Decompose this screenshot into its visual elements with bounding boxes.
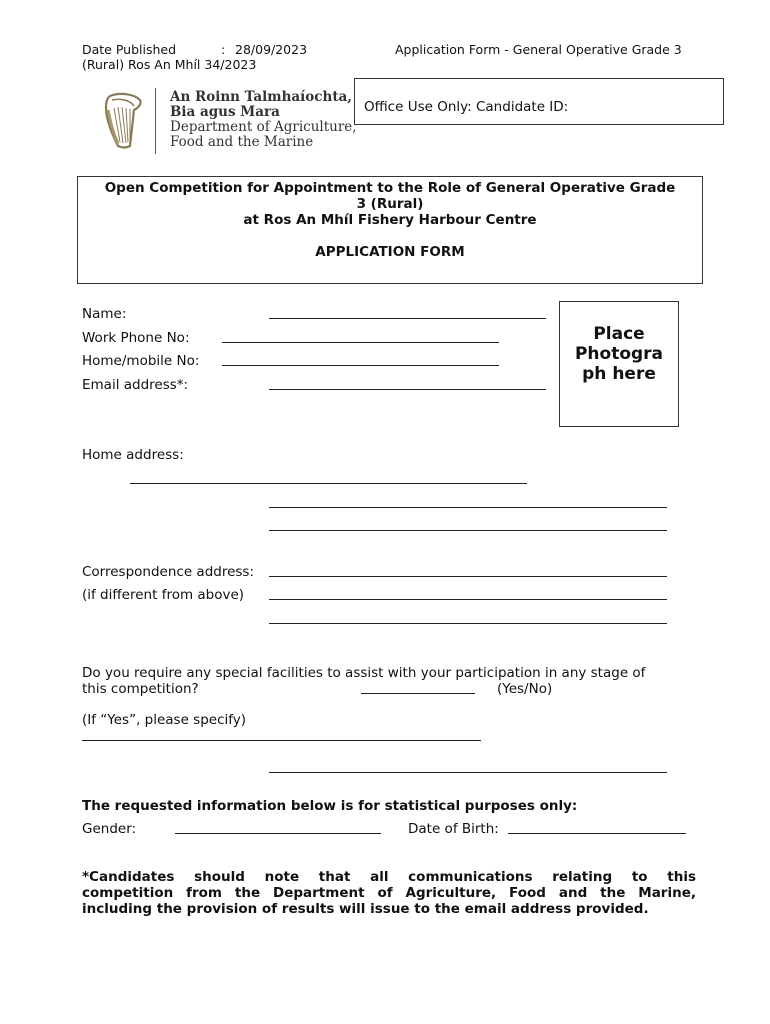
photo-placeholder-box (559, 301, 679, 427)
date-separator: : (221, 42, 226, 57)
correspondence-address-label: Correspondence address: (82, 564, 255, 580)
specify-line1[interactable] (82, 740, 481, 741)
correspondence-address-line1[interactable] (269, 576, 667, 577)
logo-english-line2: Food and the Marine (170, 134, 314, 150)
home-mobile-field-line[interactable] (222, 365, 499, 366)
logo-english-line1: Department of Agriculture, (170, 119, 357, 135)
facilities-answer-line[interactable] (361, 693, 475, 694)
specify-line2[interactable] (269, 772, 667, 773)
application-form-title: APPLICATION FORM (315, 244, 465, 260)
office-use-label: Office Use Only: Candidate ID: (364, 99, 569, 115)
email-label: Email address*: (82, 377, 189, 393)
name-field-line[interactable] (269, 318, 546, 319)
correspondence-address-line3[interactable] (269, 623, 667, 624)
home-address-line1[interactable] (130, 483, 527, 484)
gender-field-line[interactable] (175, 833, 381, 834)
title-line1: Open Competition for Appointment to the Role of General Operative Grade (104, 180, 676, 196)
date-published-label: Date Published (82, 42, 177, 57)
email-field-line[interactable] (269, 389, 546, 390)
statistics-heading: The requested information below is for statistical purposes only: (82, 798, 578, 814)
photo-line2: Photogra (574, 344, 664, 364)
competition-title-box (77, 176, 703, 284)
work-phone-label: Work Phone No: (82, 330, 190, 346)
correspondence-note: (if different from above) (82, 587, 245, 603)
photo-line1: Place (593, 324, 645, 344)
home-mobile-label: Home/mobile No: (82, 353, 200, 369)
work-phone-field-line[interactable] (222, 342, 499, 343)
name-label: Name: (82, 306, 127, 322)
dob-field-line[interactable] (508, 833, 686, 834)
home-address-line2[interactable] (269, 507, 667, 508)
yes-no-hint: (Yes/No) (497, 681, 553, 697)
title-line2: 3 (Rural) (356, 196, 424, 212)
date-published-value: 28/09/2023 (235, 42, 308, 57)
title-line3: at Ros An Mhíl Fishery Harbour Centre (243, 212, 537, 228)
correspondence-address-line2[interactable] (269, 599, 667, 600)
home-address-line3[interactable] (269, 530, 667, 531)
logo-irish-line1: An Roinn Talmhaíochta, (170, 89, 352, 105)
gender-label: Gender: (82, 821, 137, 837)
email-notice (82, 869, 696, 917)
department-logo-text (170, 90, 357, 150)
email-notice-line2: competition from the Department of Agriculture, Food and the Marine, (82, 885, 696, 901)
home-address-label: Home address: (82, 447, 184, 463)
email-notice-line1: *Candidates should note that all communications relating to this (82, 869, 696, 885)
facilities-question-line2: this competition? (82, 681, 199, 697)
dob-label: Date of Birth: (408, 821, 499, 837)
photo-line3: ph here (582, 364, 656, 384)
logo-divider (155, 88, 156, 154)
specify-label: (If “Yes”, please specify) (82, 712, 247, 728)
email-notice-line3: including the provision of results will issue to the email address provided. (82, 901, 649, 917)
form-reference-continued: (Rural) Ros An Mhíl 34/2023 (82, 57, 257, 72)
logo-irish-line2: Bia agus Mara (170, 104, 280, 120)
facilities-question-line1: Do you require any special facilities to assist with your participation in any stage of (82, 665, 646, 681)
harp-emblem-icon (100, 90, 146, 156)
office-use-box (354, 78, 724, 125)
form-reference: Application Form - General Operative Grade 3 (395, 42, 682, 57)
